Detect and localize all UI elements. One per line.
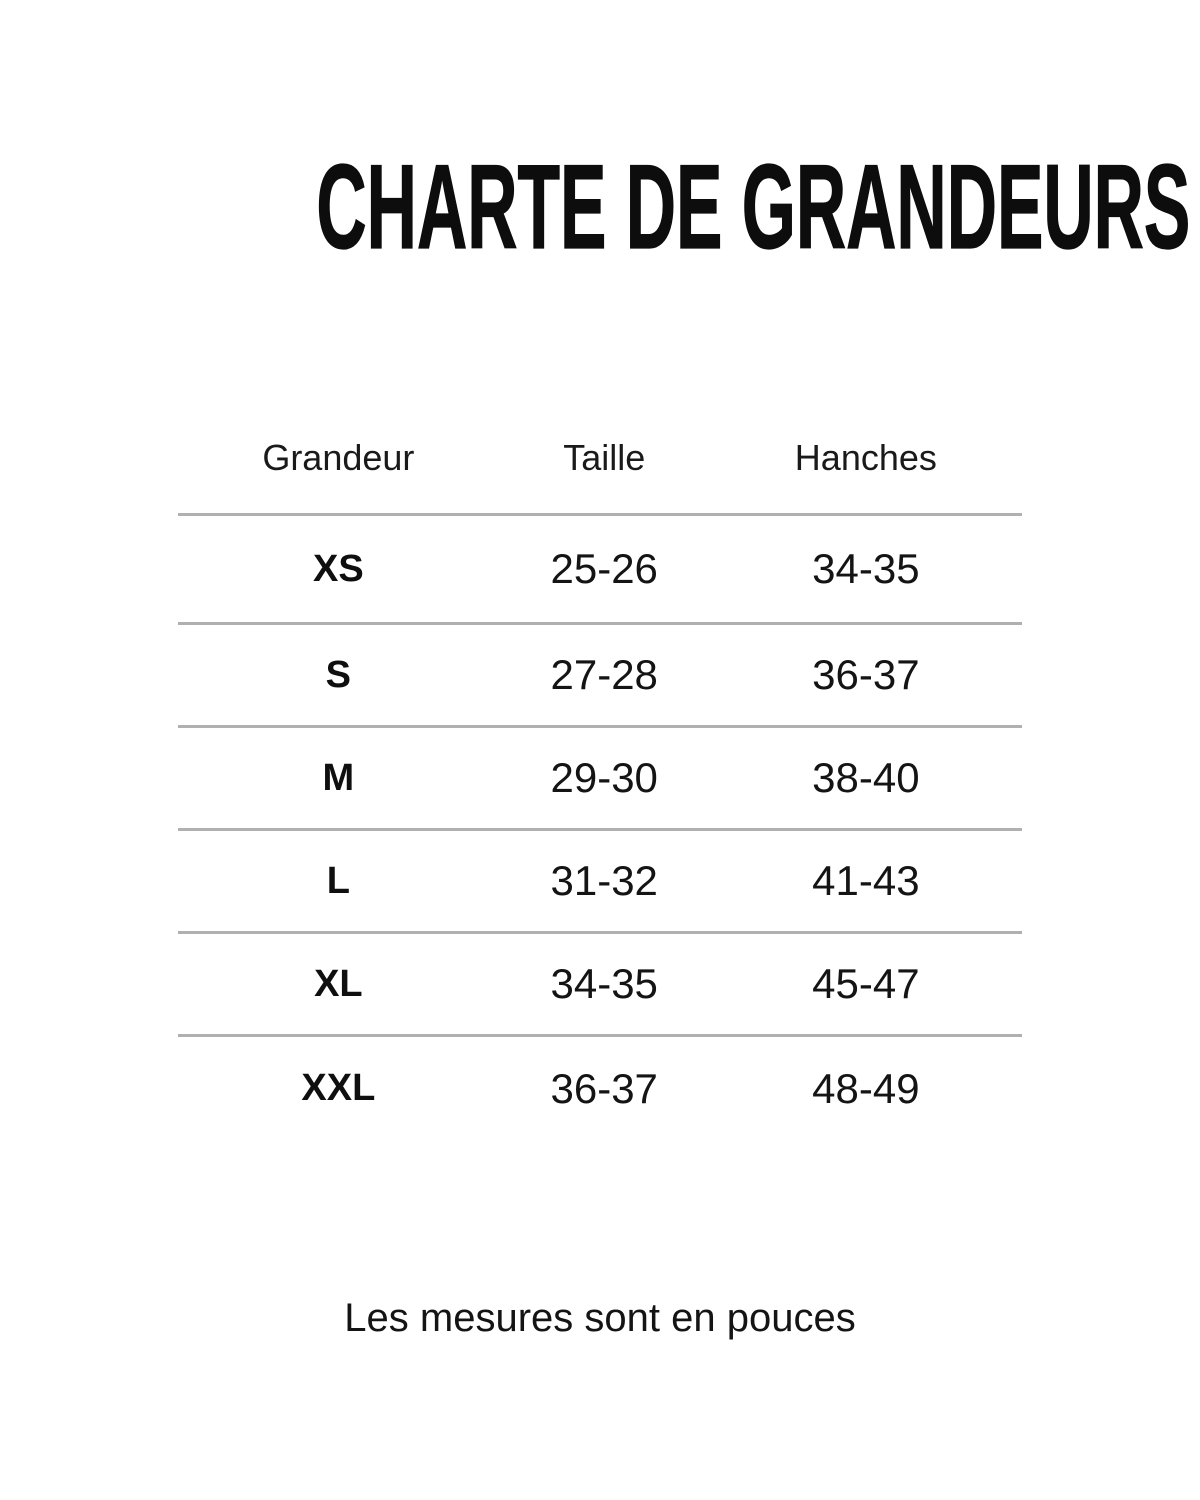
page-title: CHARTE DE GRANDEURS bbox=[316, 140, 1191, 274]
size-label: S bbox=[325, 653, 352, 696]
taille-value: 25-26 bbox=[550, 545, 658, 592]
taille-value: 29-30 bbox=[550, 754, 658, 801]
taille-value: 27-28 bbox=[550, 651, 658, 698]
table-row-xxl bbox=[178, 1037, 1022, 1140]
column-header-grandeur: Grandeur bbox=[262, 436, 415, 478]
table-header-row bbox=[178, 402, 1022, 516]
hanches-value: 38-40 bbox=[812, 754, 920, 801]
table-row-xs bbox=[178, 516, 1022, 625]
size-label: M bbox=[322, 756, 355, 799]
size-label: L bbox=[326, 859, 350, 902]
size-label: XL bbox=[314, 962, 363, 1005]
size-table bbox=[178, 402, 1022, 1140]
taille-value: 31-32 bbox=[550, 857, 658, 904]
table-row-m bbox=[178, 728, 1022, 831]
size-label: XS bbox=[313, 547, 364, 590]
taille-value: 34-35 bbox=[550, 960, 658, 1007]
size-label: XXL bbox=[301, 1067, 376, 1109]
table-row-l bbox=[178, 831, 1022, 934]
taille-value: 36-37 bbox=[550, 1064, 658, 1112]
table-row-s bbox=[178, 625, 1022, 728]
page-title-wrap bbox=[0, 140, 1200, 304]
hanches-value: 41-43 bbox=[812, 857, 920, 904]
hanches-value: 48-49 bbox=[812, 1064, 920, 1112]
column-header-taille: Taille bbox=[563, 436, 646, 478]
column-header-hanches: Hanches bbox=[794, 436, 937, 478]
hanches-value: 36-37 bbox=[812, 651, 920, 698]
table-row-xl bbox=[178, 934, 1022, 1037]
hanches-value: 34-35 bbox=[812, 545, 920, 592]
hanches-value: 45-47 bbox=[812, 960, 920, 1007]
measurement-unit-note: Les mesures sont en pouces bbox=[344, 1296, 856, 1340]
